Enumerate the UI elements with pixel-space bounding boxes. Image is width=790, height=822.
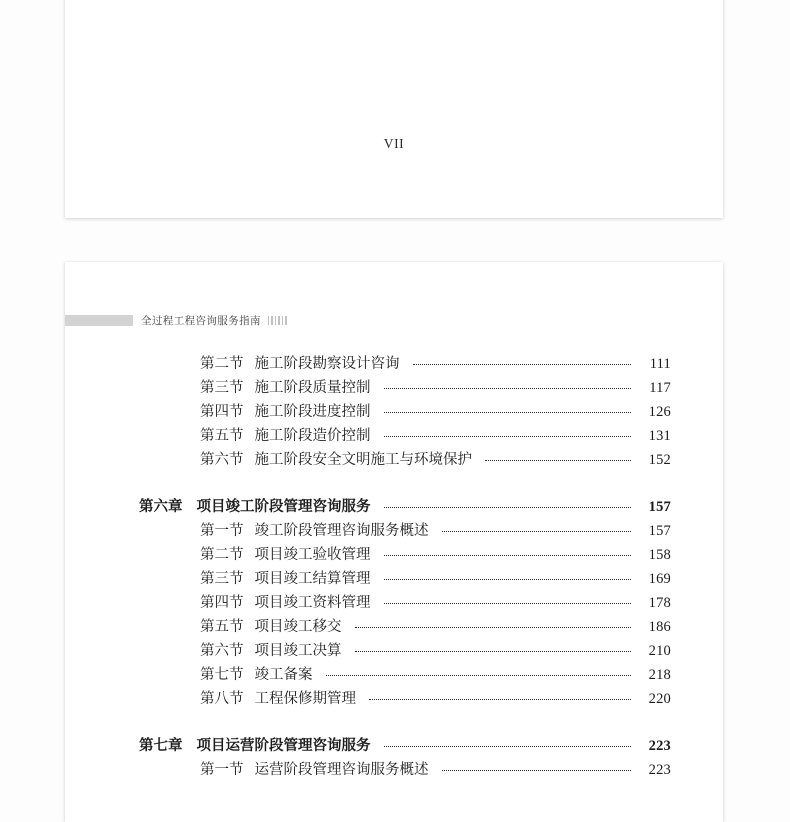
- toc-dot-leader: [384, 388, 632, 389]
- toc-entry-number: 第二节: [200, 547, 244, 563]
- toc-entry-page-number: 220: [648, 691, 671, 707]
- toc-section-row[interactable]: [65, 352, 723, 376]
- toc-dot-leader: [384, 746, 632, 747]
- toc-dot-leader: [384, 507, 632, 508]
- toc-entry-page-number: 126: [648, 404, 671, 420]
- toc-entry-title: 项目运营阶段管理咨询服务: [196, 738, 371, 754]
- toc-entry-title: 竣工备案: [254, 667, 313, 683]
- toc-entry-page-number: 157: [648, 523, 671, 539]
- toc-entry-title: 工程保修期管理: [254, 691, 356, 707]
- toc-section-row[interactable]: [65, 567, 723, 591]
- document-page-1: [65, 0, 723, 218]
- toc-entry-page-number: 131: [648, 428, 671, 444]
- running-head-tick-marks-icon: [268, 316, 287, 325]
- toc-entry-page-number: 223: [648, 762, 671, 778]
- toc-entry-number: 第四节: [200, 595, 244, 611]
- toc-dot-leader: [413, 364, 632, 365]
- toc-entry-title: 项目竣工决算: [254, 643, 342, 659]
- toc-entry-title: 项目竣工结算管理: [254, 571, 371, 587]
- toc-entry-page-number: 111: [649, 356, 671, 372]
- toc-entry-number: 第六章: [139, 499, 183, 515]
- toc-entry-title: 项目竣工移交: [254, 619, 342, 635]
- toc-entry-page-number: 178: [648, 595, 671, 611]
- toc-section-row[interactable]: [65, 758, 723, 782]
- toc-entry-page-number: 152: [648, 452, 671, 468]
- toc-entry-number: 第一节: [200, 762, 244, 778]
- toc-entry-number: 第六节: [200, 452, 244, 468]
- toc-dot-leader: [442, 770, 632, 771]
- toc-section-row[interactable]: [65, 639, 723, 663]
- toc-entry-number: 第六节: [200, 643, 244, 659]
- toc-entry-number: 第八节: [200, 691, 244, 707]
- toc-entry-page-number: 186: [648, 619, 671, 635]
- toc-section-row[interactable]: [65, 424, 723, 448]
- toc-dot-leader: [369, 699, 631, 700]
- toc-section-row[interactable]: [65, 687, 723, 711]
- toc-entry-title: 运营阶段管理咨询服务概述: [254, 762, 429, 778]
- toc-entry-title: 项目竣工阶段管理咨询服务: [196, 499, 371, 515]
- toc-section-row[interactable]: [65, 615, 723, 639]
- toc-entry-number: 第五节: [200, 619, 244, 635]
- toc-entry-number: 第四节: [200, 404, 244, 420]
- toc-entry-title: 施工阶段造价控制: [254, 428, 371, 444]
- toc-entry-title: 施工阶段勘察设计咨询: [254, 356, 400, 372]
- toc-entry-page-number: 158: [648, 547, 671, 563]
- toc-entry-title: 施工阶段进度控制: [254, 404, 371, 420]
- toc-entry-page-number: 169: [648, 571, 671, 587]
- toc-section-row[interactable]: [65, 448, 723, 472]
- toc-section-row[interactable]: [65, 376, 723, 400]
- toc-entry-title: 施工阶段质量控制: [254, 380, 371, 396]
- toc-section-row[interactable]: [65, 400, 723, 424]
- toc-section-row[interactable]: [65, 519, 723, 543]
- toc-entry-page-number: 218: [648, 667, 671, 683]
- toc-dot-leader: [384, 412, 632, 413]
- toc-dot-leader: [355, 651, 632, 652]
- running-head: [65, 313, 287, 328]
- toc-entry-number: 第三节: [200, 571, 244, 587]
- toc-dot-leader: [384, 436, 632, 437]
- toc-entry-number: 第一节: [200, 523, 244, 539]
- toc-entry-number: 第三节: [200, 380, 244, 396]
- toc-entry-page-number: 210: [648, 643, 671, 659]
- toc-dot-leader: [355, 627, 632, 628]
- toc-section-row[interactable]: [65, 663, 723, 687]
- document-page-2: [65, 262, 723, 822]
- toc-entry-title: 竣工阶段管理咨询服务概述: [254, 523, 429, 539]
- toc-dot-leader: [384, 579, 632, 580]
- toc-entry-title: 施工阶段安全文明施工与环境保护: [254, 452, 472, 468]
- toc-entry-number: 第五节: [200, 428, 244, 444]
- toc-entry-number: 第二节: [200, 356, 244, 372]
- toc-dot-leader: [485, 460, 631, 461]
- toc-dot-leader: [326, 675, 632, 676]
- table-of-contents-page-2: [65, 352, 723, 782]
- running-head-rule: [65, 315, 133, 326]
- toc-section-row[interactable]: [65, 591, 723, 615]
- toc-entry-page-number: 223: [648, 738, 671, 754]
- toc-entry-title: 项目竣工资料管理: [254, 595, 371, 611]
- running-head-title: 全过程工程咨询服务指南: [141, 315, 261, 327]
- toc-chapter-row[interactable]: [65, 734, 723, 758]
- toc-dot-leader: [384, 603, 632, 604]
- toc-dot-leader: [384, 555, 632, 556]
- toc-section-row[interactable]: [65, 543, 723, 567]
- toc-entry-number: 第七节: [200, 667, 244, 683]
- toc-entry-page-number: 157: [648, 499, 671, 515]
- page-folio-number: VII: [383, 136, 405, 151]
- toc-entry-number: 第七章: [139, 738, 183, 754]
- toc-entry-title: 项目竣工验收管理: [254, 547, 371, 563]
- toc-dot-leader: [442, 531, 632, 532]
- toc-chapter-row[interactable]: [65, 495, 723, 519]
- toc-entry-page-number: 117: [649, 380, 671, 396]
